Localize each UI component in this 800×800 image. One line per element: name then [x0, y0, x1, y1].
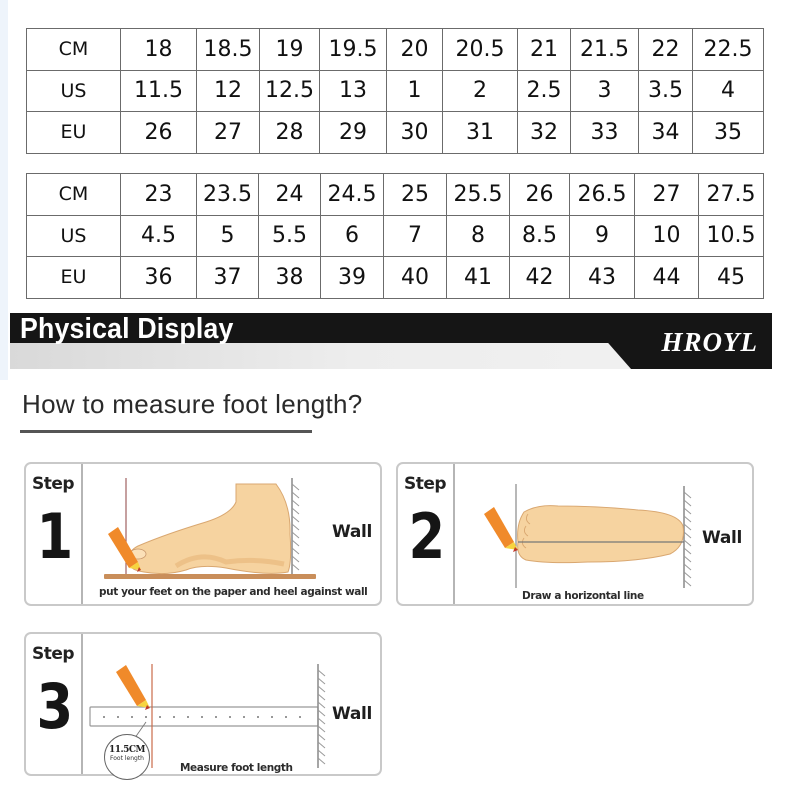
size-cell: 4.5 [121, 215, 197, 257]
size-cell: 24.5 [321, 174, 384, 216]
size-cell: 27.5 [699, 174, 764, 216]
measurement-value: 11.5CM [108, 745, 146, 755]
brand-logo: HROYL [661, 327, 758, 357]
size-cell: 41 [447, 257, 510, 299]
size-cell: 18 [121, 29, 197, 71]
size-cell: 20 [387, 29, 443, 71]
size-cell: 7 [384, 215, 447, 257]
size-cell: 31 [443, 112, 518, 154]
step-word: Step [32, 644, 75, 664]
size-cell: 9 [570, 215, 635, 257]
measurement-label: Foot length [110, 755, 144, 762]
size-cell: 11.5 [121, 70, 197, 112]
size-row-cm [27, 174, 764, 216]
row-label: EU [27, 257, 121, 299]
foot-icon [518, 506, 684, 563]
size-cell: 44 [635, 257, 699, 299]
size-cell: 27 [635, 174, 699, 216]
size-cell: 32 [518, 112, 571, 154]
size-cell: 4 [693, 70, 764, 112]
size-cell: 28 [260, 112, 320, 154]
ruler-measure-illustration [26, 634, 384, 778]
size-cell: 30 [387, 112, 443, 154]
size-cell: 8 [447, 215, 510, 257]
floor-icon [104, 574, 316, 579]
step-word: Step [32, 474, 75, 494]
size-cell: 2 [443, 70, 518, 112]
step-card-2 [396, 462, 754, 606]
wall-label: Wall [702, 528, 743, 548]
wall-label: Wall [332, 522, 373, 542]
size-chart-table-1 [26, 28, 764, 154]
step-caption: Measure foot length [180, 762, 293, 774]
step-caption: put your feet on the paper and heel against wall [99, 586, 368, 598]
step-card-3 [24, 632, 382, 776]
size-cell: 38 [259, 257, 321, 299]
size-cell: 21 [518, 29, 571, 71]
size-cell: 42 [510, 257, 570, 299]
size-cell: 25 [384, 174, 447, 216]
row-label: CM [27, 29, 121, 71]
size-cell: 45 [699, 257, 764, 299]
size-row-cm [27, 29, 764, 71]
size-cell: 13 [320, 70, 387, 112]
size-cell: 23 [121, 174, 197, 216]
wall-hatch-icon [292, 484, 299, 570]
size-cell: 26.5 [570, 174, 635, 216]
heading-underline [20, 430, 312, 433]
wall-label: Wall [332, 704, 373, 724]
wall-hatch-icon [318, 670, 325, 764]
pencil-icon [116, 665, 150, 710]
size-row-eu [27, 257, 764, 299]
size-cell: 34 [639, 112, 693, 154]
size-cell: 10 [635, 215, 699, 257]
step-card-1 [24, 462, 382, 606]
step-caption: Draw a horizontal line [522, 590, 644, 602]
size-cell: 12 [197, 70, 260, 112]
size-cell: 29 [320, 112, 387, 154]
size-cell: 33 [571, 112, 639, 154]
step-number: 3 [36, 670, 72, 743]
size-cell: 43 [570, 257, 635, 299]
size-cell: 10.5 [699, 215, 764, 257]
foot-length-badge [104, 734, 150, 780]
size-cell: 40 [384, 257, 447, 299]
banner-title: Physical Display [20, 313, 234, 345]
size-cell: 26 [510, 174, 570, 216]
row-label: US [27, 70, 121, 112]
size-cell: 20.5 [443, 29, 518, 71]
size-cell: 1 [387, 70, 443, 112]
size-cell: 21.5 [571, 29, 639, 71]
size-cell: 5.5 [259, 215, 321, 257]
ruler-icon [90, 707, 318, 726]
size-cell: 3 [571, 70, 639, 112]
step-number: 1 [36, 500, 72, 573]
size-cell: 5 [197, 215, 259, 257]
ruler-ticks [103, 716, 301, 718]
size-cell: 18.5 [197, 29, 260, 71]
step-word: Step [404, 474, 447, 494]
size-cell: 19 [260, 29, 320, 71]
size-cell: 23.5 [197, 174, 259, 216]
size-cell: 22 [639, 29, 693, 71]
size-chart-table-2 [26, 173, 764, 299]
size-cell: 22.5 [693, 29, 764, 71]
section-heading: How to measure foot length? [22, 389, 363, 419]
size-cell: 37 [197, 257, 259, 299]
size-cell: 24 [259, 174, 321, 216]
pencil-icon [484, 507, 518, 552]
row-label: US [27, 215, 121, 257]
row-label: EU [27, 112, 121, 154]
size-cell: 36 [121, 257, 197, 299]
row-label: CM [27, 174, 121, 216]
left-edge-strip [0, 0, 8, 380]
size-cell: 35 [693, 112, 764, 154]
size-cell: 39 [321, 257, 384, 299]
size-row-us [27, 70, 764, 112]
size-cell: 26 [121, 112, 197, 154]
size-row-us [27, 215, 764, 257]
wall-hatch-icon [684, 492, 691, 586]
size-cell: 6 [321, 215, 384, 257]
size-cell: 2.5 [518, 70, 571, 112]
size-cell: 3.5 [639, 70, 693, 112]
size-cell: 12.5 [260, 70, 320, 112]
size-cell: 8.5 [510, 215, 570, 257]
size-cell: 19.5 [320, 29, 387, 71]
size-cell: 25.5 [447, 174, 510, 216]
size-cell: 27 [197, 112, 260, 154]
physical-display-banner [10, 313, 772, 369]
step-number: 2 [408, 500, 444, 573]
size-row-eu [27, 112, 764, 154]
